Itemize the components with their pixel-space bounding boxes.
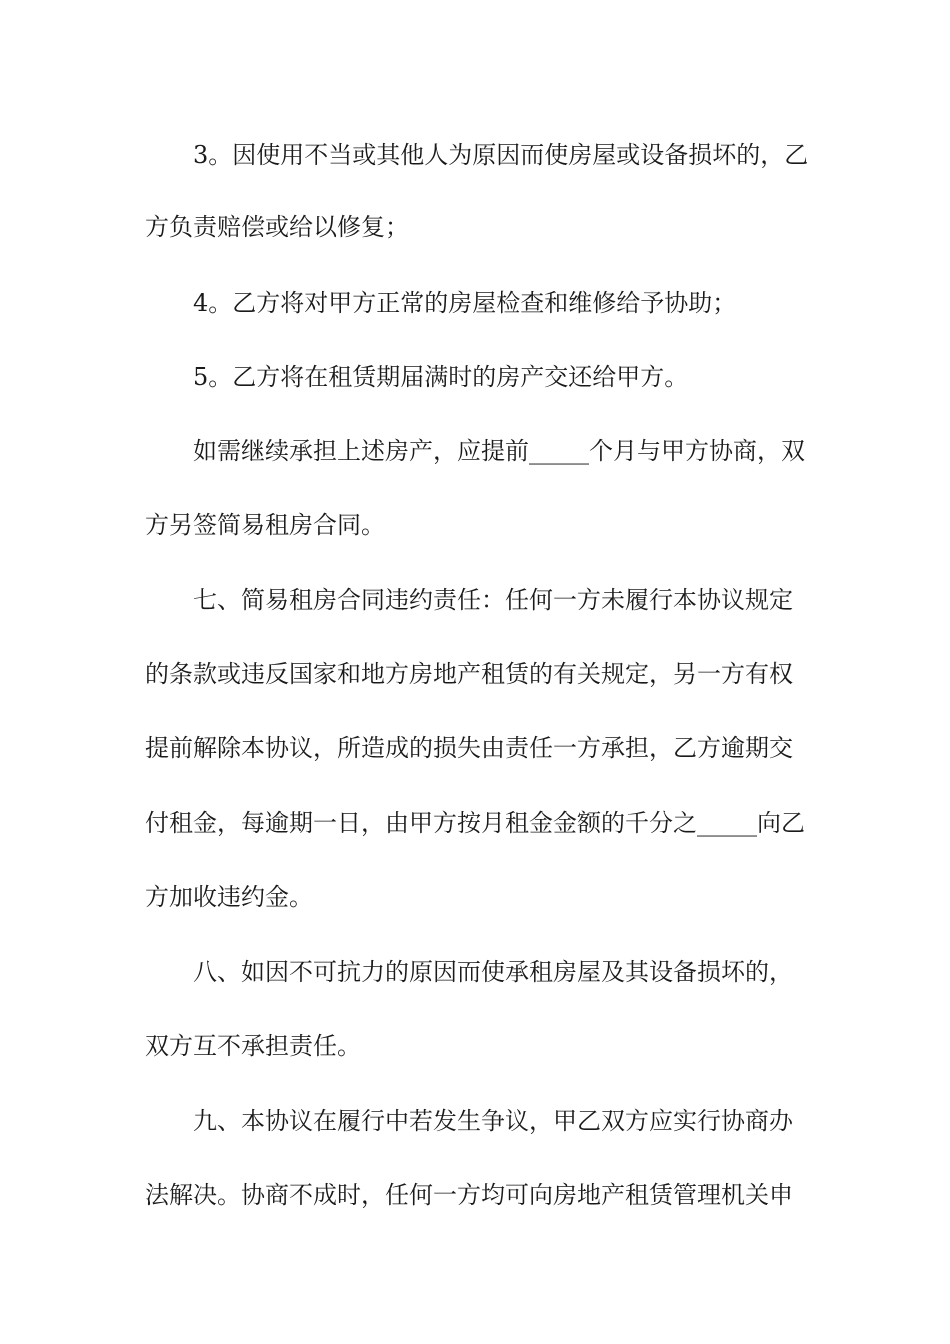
text-line-12: 八、如因不可抗力的原因而使承租房屋及其设备损坏的， [193, 958, 793, 986]
text-line-6: 方另签简易租房合同。 [145, 511, 385, 539]
text-line-1: 3。因使用不当或其他人为原因而使房屋或设备损坏的，乙 [193, 141, 809, 169]
text-line-5: 如需继续承担上述房产，应提前_____个月与甲方协商，双 [193, 437, 805, 465]
text-line-3: 4。乙方将对甲方正常的房屋检查和维修给予协助； [193, 289, 737, 317]
text-line-8: 的条款或违反国家和地方房地产租赁的有关规定，另一方有权 [145, 660, 793, 688]
text-line-9: 提前解除本协议，所造成的损失由责任一方承担，乙方逾期交 [145, 734, 793, 762]
text-line-11: 方加收违约金。 [145, 883, 313, 911]
text-line-14: 九、本协议在履行中若发生争议，甲乙双方应实行协商办 [193, 1107, 793, 1135]
text-line-13: 双方互不承担责任。 [145, 1032, 361, 1060]
text-line-2: 方负责赔偿或给以修复； [145, 213, 409, 241]
text-line-15: 法解决。协商不成时，任何一方均可向房地产租赁管理机关申 [145, 1181, 793, 1209]
text-line-10: 付租金，每逾期一日，由甲方按月租金金额的千分之_____向乙 [145, 809, 805, 837]
text-line-4: 5。乙方将在租赁期届满时的房产交还给甲方。 [193, 363, 689, 391]
text-line-7: 七、简易租房合同违约责任：任何一方未履行本协议规定 [193, 586, 793, 614]
